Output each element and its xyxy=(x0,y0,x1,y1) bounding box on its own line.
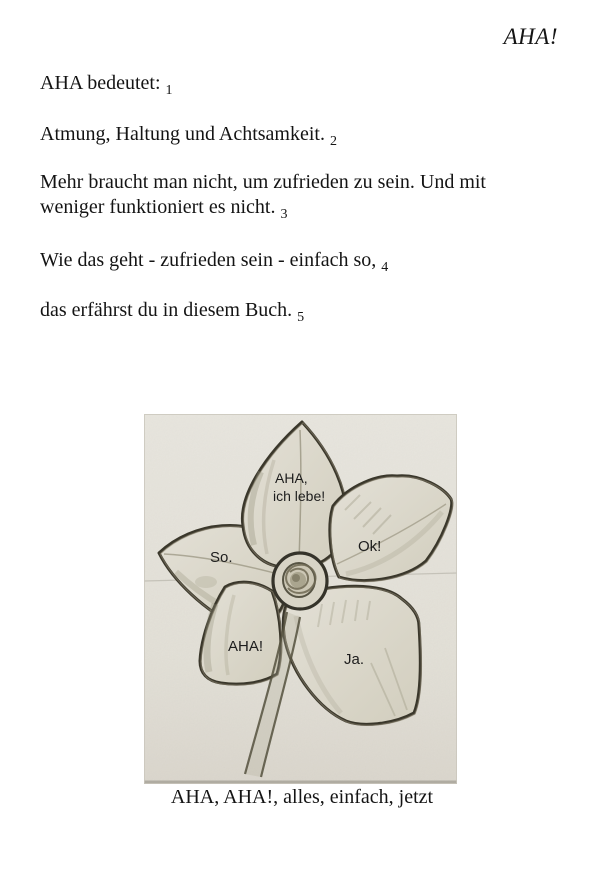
footnote-number: 5 xyxy=(297,310,305,325)
page-header-word: AHA! xyxy=(503,24,558,49)
petal-label-top-line1: AHA, xyxy=(275,470,308,486)
flower-illustration xyxy=(144,414,457,784)
petal-label-left: So. xyxy=(210,549,233,566)
petal-label-right: Ok! xyxy=(358,538,382,555)
paragraph xyxy=(40,298,570,330)
paragraph-text: Wie das geht - zufrieden sein - einfach so, xyxy=(40,249,377,271)
paragraph-text: Atmung, Haltung und Achtsamkeit. xyxy=(40,123,325,145)
illustration-caption: AHA, AHA!, alles, einfach, jetzt xyxy=(170,786,434,808)
paragraph-text: weniger funktioniert es nicht. xyxy=(40,196,276,218)
petal-label-bottom-right: Ja. xyxy=(344,651,365,668)
paragraph xyxy=(40,71,570,103)
footnote-number: 4 xyxy=(381,260,389,275)
flower-center xyxy=(273,553,327,609)
footnote-number: 3 xyxy=(280,207,288,222)
footnote-number: 1 xyxy=(165,83,173,98)
petal-label-bottom-left: AHA! xyxy=(228,638,264,655)
flower-sketch-svg xyxy=(144,414,457,784)
paragraph-text: das erfährst du in diesem Buch. xyxy=(40,299,293,321)
paragraph-text: AHA bedeutet: xyxy=(40,72,161,94)
paragraph xyxy=(40,122,570,154)
paragraph xyxy=(40,170,570,227)
paragraph xyxy=(40,248,570,280)
petal-label-top-line2: ich lebe! xyxy=(273,488,326,504)
footnote-number: 2 xyxy=(329,134,337,149)
paragraph-text: Mehr braucht man nicht, um zufrieden zu sein. Und mit xyxy=(40,171,486,193)
